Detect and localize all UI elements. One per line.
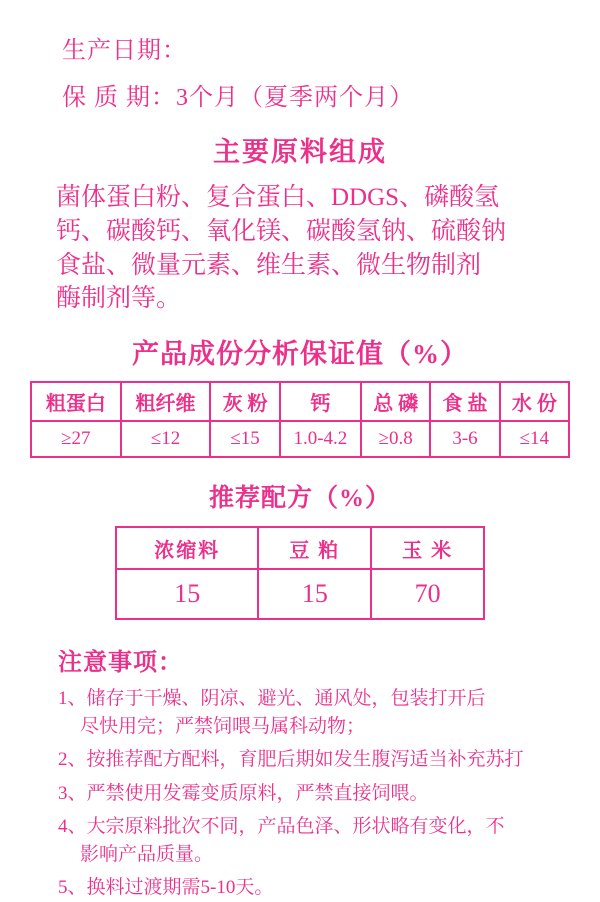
analysis-header-cell: 灰 粉 — [210, 382, 279, 421]
ingredients-line: 菌体蛋白粉、复合蛋白、DDGS、磷酸氢 — [56, 184, 500, 211]
analysis-value-cell: ≤14 — [500, 421, 569, 457]
analysis-value-cell: 1.0-4.2 — [280, 421, 361, 457]
shelf-life-label: 保 质 期：3个月（夏季两个月） — [62, 85, 414, 111]
analysis-title: 产品成份分析保证值（%） — [132, 339, 468, 369]
analysis-value-cell: 3-6 — [430, 421, 499, 457]
ingredients-line: 食盐、微量元素、维生素、微生物制剂 — [56, 251, 482, 279]
analysis-value-cell: ≤12 — [121, 421, 211, 457]
formula-value-cell: 70 — [371, 569, 484, 619]
formula-value-cell: 15 — [116, 569, 258, 619]
formula-header-cell: 豆 粕 — [258, 527, 371, 569]
analysis-header-cell: 总 磷 — [361, 382, 430, 421]
list-item — [58, 746, 572, 774]
analysis-value-cell: ≥0.8 — [361, 421, 430, 457]
note-continuation: 影响产品质量。 — [80, 843, 214, 865]
analysis-header-cell: 粗蛋白 — [31, 382, 121, 421]
analysis-table — [30, 381, 570, 458]
formula-value-cell: 15 — [258, 569, 371, 619]
analysis-header-cell: 水 份 — [500, 382, 569, 421]
formula-title: 推荐配方（%） — [208, 485, 391, 512]
note-continuation: 尽快用完；严禁饲喂马属科动物； — [80, 715, 366, 737]
formula-header-cell: 玉 米 — [371, 527, 484, 569]
analysis-header-cell: 粗纤维 — [121, 382, 211, 421]
ingredients-line: 酶制剂等。 — [56, 285, 182, 313]
list-item — [58, 813, 572, 868]
notes-title: 注意事项： — [58, 650, 183, 676]
table-row — [116, 527, 484, 569]
production-date-label: 生产日期： — [62, 38, 187, 64]
note-main: 5、换料过渡期需5-10天。 — [58, 877, 274, 899]
list-item — [58, 780, 572, 808]
ingredients-line: 钙、碳酸钙、氧化镁、碳酸氢钠、硫酸钠 — [56, 217, 507, 245]
analysis-value-cell: ≤15 — [210, 421, 279, 457]
table-row — [31, 382, 569, 421]
list-item — [58, 874, 572, 902]
formula-header-cell: 浓缩料 — [116, 527, 258, 569]
table-row — [116, 569, 484, 619]
analysis-value-cell: ≥27 — [31, 421, 121, 457]
note-main: 1、储存于干燥、阴凉、避光、通风处，包装打开后 — [58, 688, 486, 709]
note-main: 4、大宗原料批次不同，产品色泽、形状略有变化，不 — [58, 816, 505, 838]
table-row — [31, 421, 569, 457]
formula-table — [115, 526, 485, 620]
note-main: 3、严禁使用发霉变质原料，严禁直接饲喂。 — [58, 782, 429, 804]
ingredients-title: 主要原料组成 — [213, 137, 387, 167]
analysis-header-cell: 钙 — [280, 382, 361, 421]
analysis-header-cell: 食 盐 — [430, 382, 499, 421]
list-item — [58, 685, 572, 740]
note-main: 2、按推荐配方配料，育肥后期如发生腹泻适当补充苏打 — [58, 749, 524, 771]
ingredients-text — [56, 181, 572, 316]
